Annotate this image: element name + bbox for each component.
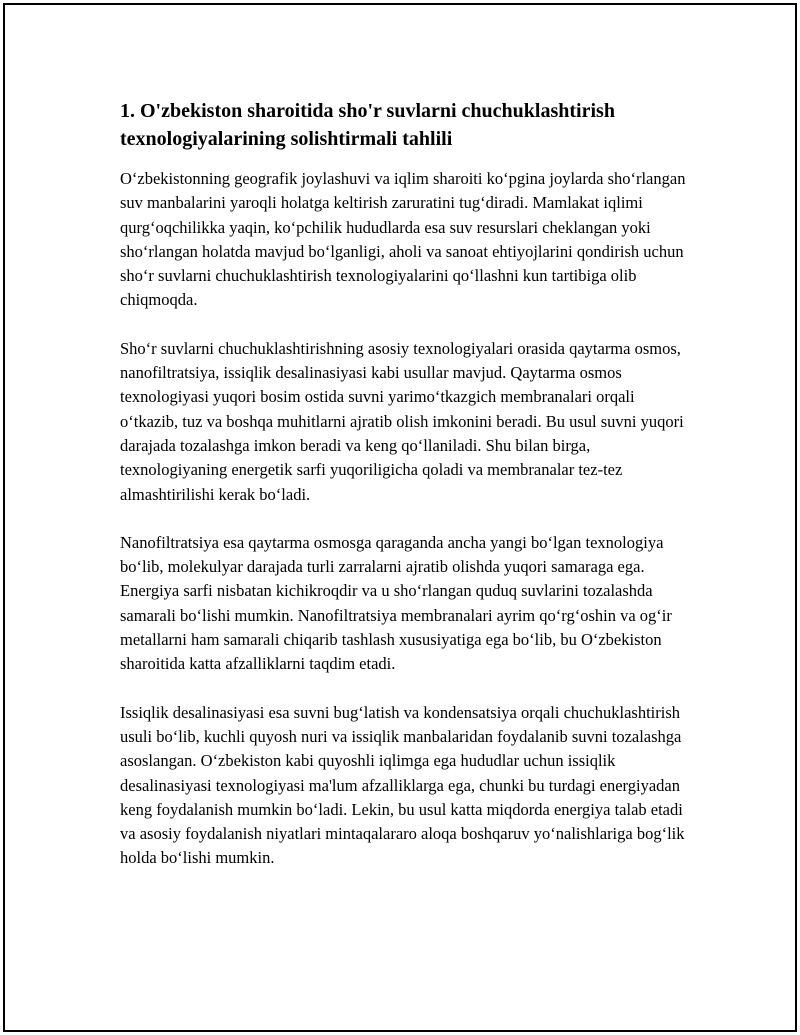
paragraph-1: O‘zbekistonning geografik joylashuvi va iqlim sharoiti ko‘pgina joylarda sho‘rlangan suv manbalarini yaroqli holatga keltirish zaruratini tug‘diradi. Mamlakat iqlimi qurg‘oqchilikka yaqin, ko‘pchilik hududlarda esa suv resurslari cheklangan yoki sho‘rlangan holatda mavjud bo‘lganligi, aholi va sanoat ehtiyojlarini qondirish uchun sho‘r suvlarni chuchuklashtirish texnologiyalarini qo‘llashni kun tartibiga olib chiqmoqda. [120,169,686,310]
document-page [3,3,797,1032]
paragraph-2: Sho‘r suvlarni chuchuklashtirishning asosiy texnologiyalari orasida qaytarma osmos, nanofiltratsiya, issiqlik desalinasiyasi kabi usullar mavjud. Qaytarma osmos texnologiyasi yuqori bosim ostida suvni yarimo‘tkazgich membranalari orqali o‘tkazib, tuz va boshqa muhitlarni ajratib olish imkonini beradi. Bu usul suvni yuqori darajada tozalashga imkon beradi va keng qo‘llaniladi. Shu bilan birga, texnologiyaning energetik sarfi yuqoriligicha qoladi va membranalar tez-tez almashtirilishi kerak bo‘ladi. [120,338,684,504]
document-content [120,97,690,895]
section-title: 1. O'zbekiston sharoitida sho'r suvlarni chuchuklashtirish texnologiyalarining solishtirmali tahlili [120,100,615,150]
paragraph-4: Issiqlik desalinasiyasi esa suvni bug‘latish va kondensatsiya orqali chuchuklashtirish usuli bo‘lib, kuchli quyosh nuri va issiqlik manbalaridan foydalanib suvni tozalashga asoslangan. O‘zbekiston kabi quyoshli iqlimga ega hududlar uchun issiqlik desalinasiyasi texnologiyasi ma'lum afzalliklarga ega, chunki bu turdagi energiyadan keng foydalanish mumkin bo‘ladi. Lekin, bu usul katta miqdorda energiya talab etadi va asosiy foydalanish niyatlari mintaqalararo aloqa boshqaruv yo‘nalishlariga bog‘lik holda bo‘lishi mumkin. [120,702,685,868]
paragraph-3: Nanofiltratsiya esa qaytarma osmosga qaraganda ancha yangi bo‘lgan texnologiya bo‘lib, molekulyar darajada turli zarralarni ajratib olishda yuqori samaraga ega. Energiya sarfi nisbatan kichikroqdir va u sho‘rlangan quduq suvlarini tozalashda samarali bo‘lishi mumkin. Nanofiltratsiya membranalari ayrim qo‘rg‘oshin va og‘ir metallarni ham samarali chiqarib tashlash xususiyatiga ega bo‘lib, bu O‘zbekiston sharoitida katta afzalliklarni taqdim etadi. [120,532,672,674]
